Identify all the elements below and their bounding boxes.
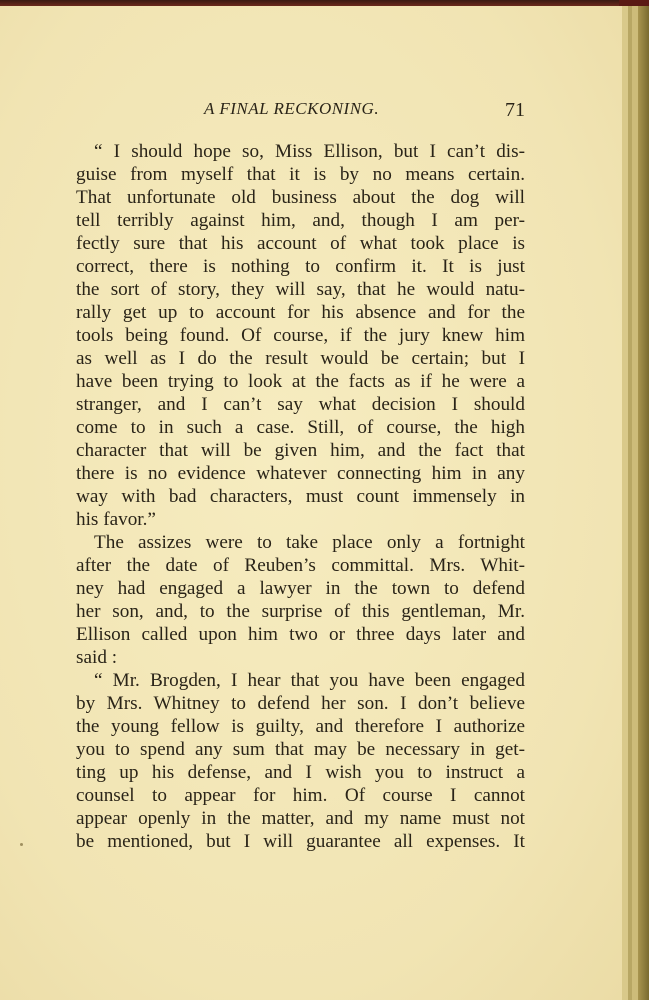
text-line: by Mrs. Whitney to defend her son. I don’t believe xyxy=(76,693,525,714)
text-line: the sort of story, they will say, that he would natu- xyxy=(76,279,525,300)
running-title: A FINAL RECKONING. xyxy=(204,99,380,118)
page-header xyxy=(76,99,525,123)
text-line: “ I should hope so, Miss Ellison, but I can’t dis- xyxy=(94,141,525,162)
text-line: have been trying to look at the facts as if he were a xyxy=(76,371,525,392)
text-line: ting up his defense, and I wish you to instruct a xyxy=(76,762,525,783)
body-text xyxy=(76,140,525,853)
text-line: That unfortunate old business about the dog will xyxy=(76,187,525,208)
text-line: said : xyxy=(76,647,118,668)
text-line: fectly sure that his account of what took place is xyxy=(76,233,525,254)
text-line: his favor.” xyxy=(76,509,156,530)
text-line: counsel to appear for him. Of course I cannot xyxy=(76,785,525,806)
book-spine-edge xyxy=(638,6,649,1000)
text-line: stranger, and I can’t say what decision I should xyxy=(76,394,525,415)
text-line: be mentioned, but I will guarantee all expenses. It xyxy=(76,831,525,852)
text-line: tell terribly against him, and, though I am per- xyxy=(76,210,525,231)
page-number: 71 xyxy=(505,99,525,121)
text-line: character that will be given him, and the fact that xyxy=(76,440,525,461)
text-line: the young fellow is guilty, and therefore I authorize xyxy=(76,716,525,737)
text-line: come to in such a case. Still, of course, the high xyxy=(76,417,525,438)
text-line: “ Mr. Brogden, I hear that you have been engaged xyxy=(94,670,525,691)
text-line: tools being found. Of course, if the jury knew him xyxy=(76,325,525,346)
text-line: her son, and, to the surprise of this gentleman, Mr. xyxy=(76,601,525,622)
text-line: after the date of Reuben’s committal. Mrs. Whit- xyxy=(76,555,525,576)
text-line: as well as I do the result would be certain; but I xyxy=(76,348,525,369)
text-line: correct, there is nothing to confirm it. It is just xyxy=(76,256,525,277)
text-line: way with bad characters, must count immensely in xyxy=(76,486,525,507)
text-line: The assizes were to take place only a fortnight xyxy=(94,532,525,553)
text-line: guise from myself that it is by no means certain. xyxy=(76,164,525,185)
text-line: Ellison called upon him two or three days later and xyxy=(76,624,525,645)
margin-speck xyxy=(20,843,23,846)
text-line: there is no evidence whatever connecting him in any xyxy=(76,463,525,484)
text-line: rally get up to account for his absence and for the xyxy=(76,302,525,323)
text-line: you to spend any sum that may be necessary in get- xyxy=(76,739,525,760)
text-line: appear openly in the matter, and my name must not xyxy=(76,808,525,829)
text-line: ney had engaged a lawyer in the town to defend xyxy=(76,578,525,599)
